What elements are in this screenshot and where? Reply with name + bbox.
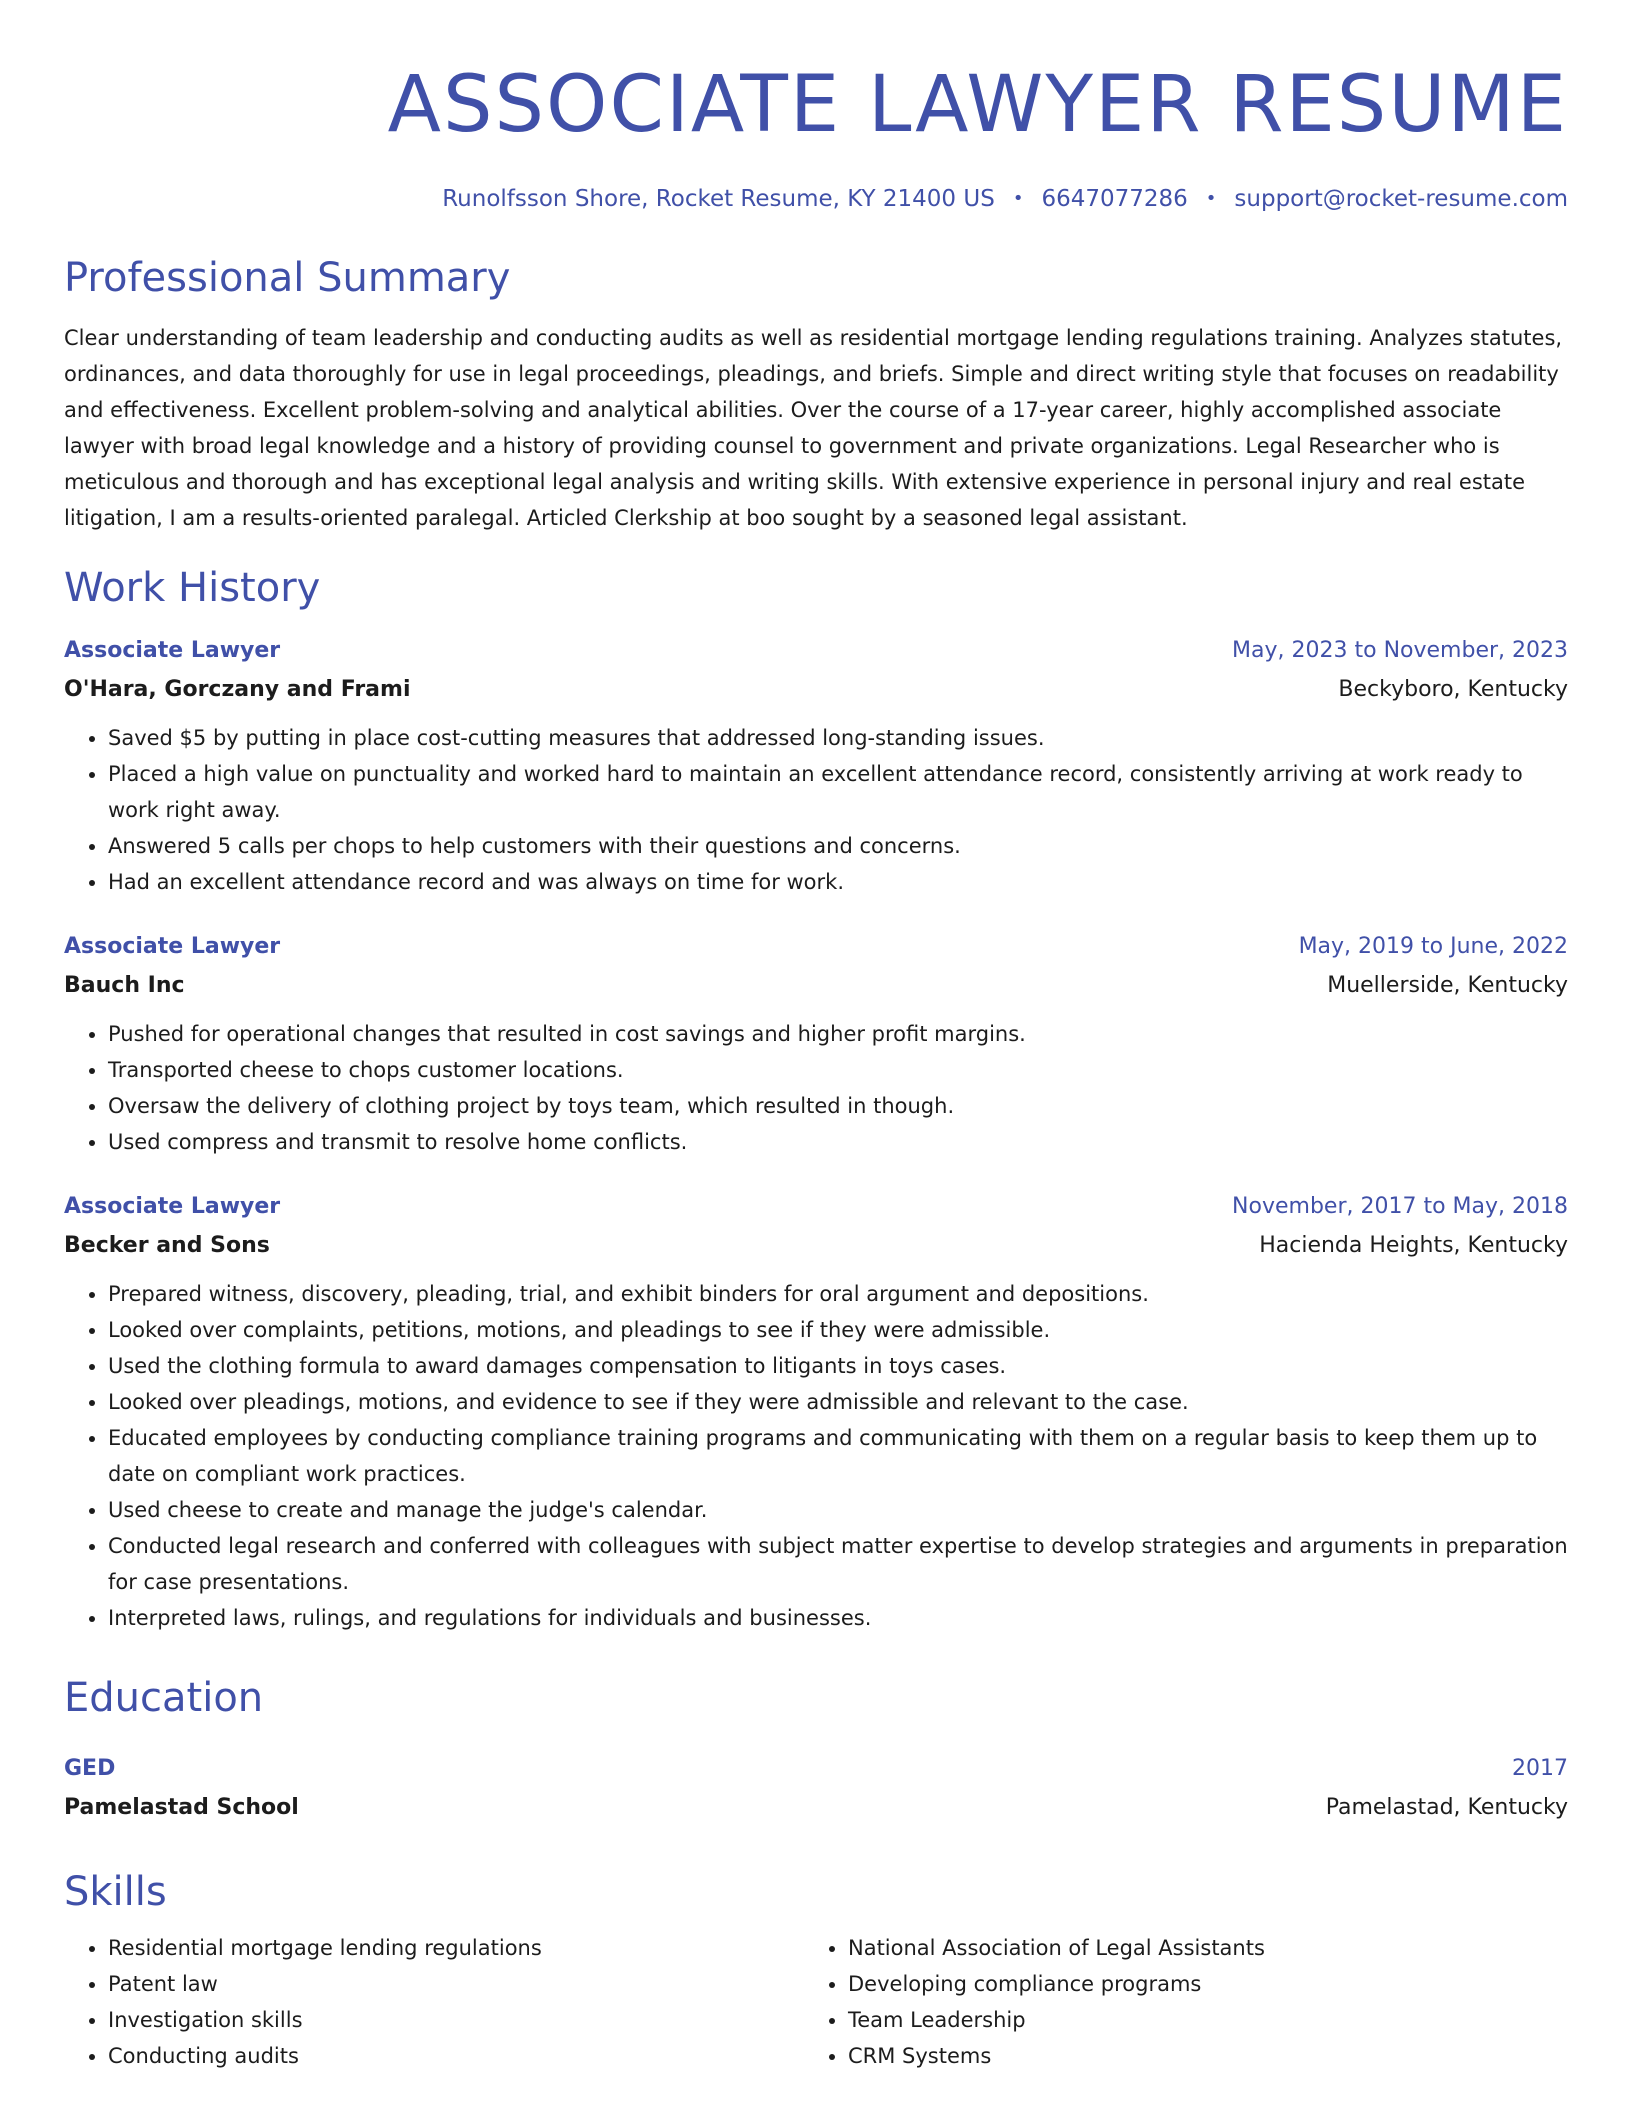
job-bullets: [64, 1276, 1568, 1636]
job-entry: [64, 928, 1568, 1160]
job-bullet: • Had an excellent attendance record and was always on time for work.: [108, 864, 1568, 900]
education-heading: Education: [64, 1675, 264, 1721]
job-bullet: • Oversaw the delivery of clothing project by toys team, which resulted in though.: [108, 1088, 1568, 1124]
job-location: Beckyboro, Kentucky: [1338, 677, 1568, 702]
job-dates: November, 2017 to May, 2018: [1232, 1194, 1568, 1219]
job-company: Bauch Inc: [64, 973, 185, 998]
work-history-heading: Work History: [64, 565, 321, 611]
job-dates: May, 2019 to June, 2022: [1298, 934, 1568, 959]
job-entry: [64, 1188, 1568, 1636]
education-location: Pamelastad, Kentucky: [1325, 1795, 1568, 1820]
job-bullet: • Used compress and transmit to resolve home conflicts.: [108, 1124, 1568, 1160]
contact-line: [64, 182, 1568, 216]
job-bullet: • Interpreted laws, rulings, and regulations for individuals and businesses.: [108, 1600, 1568, 1636]
skill-item: • National Association of Legal Assistants: [848, 1930, 1544, 1966]
job-title: Associate Lawyer: [64, 1194, 281, 1219]
skill-item: • Conducting audits: [108, 2038, 804, 2074]
job-title: Associate Lawyer: [64, 638, 281, 663]
job-bullet: • Looked over complaints, petitions, motions, and pleadings to see if they were admissible.: [108, 1312, 1568, 1348]
contact-phone: 6647077286: [1041, 186, 1188, 212]
summary-text: Clear understanding of team leadership and conducting audits as well as residential mortgage lending regulations training. Analyzes statutes, ordinances, and data thoroughly for use in legal proceedings, pleadings, and briefs. Simple and direct writing style that focuses on readability and effectiveness. Excellent problem-solving and analytical abilities. Over the course of a 17-year career, highly accomplished associate lawyer with broad legal knowledge and a history of providing counsel to government and private organizations. Legal Researcher who is meticulous and thorough and has exceptional legal analysis and writing skills. With extensive experience in personal injury and real estate litigation, I am a results-oriented paralegal. Articled Clerkship at boo sought by a seasoned legal assistant.: [64, 326, 1563, 530]
job-entry: [64, 632, 1568, 900]
job-bullet: • Pushed for operational changes that resulted in cost savings and higher profit margins.: [108, 1016, 1568, 1052]
job-bullet: • Used cheese to create and manage the judge's calendar.: [108, 1492, 1568, 1528]
job-bullet: • Educated employees by conducting compliance training programs and communicating with them on a regular basis to keep them up to date on compliant work practices.: [108, 1420, 1568, 1492]
summary-heading: Professional Summary: [64, 255, 511, 301]
contact-address: Runolfsson Shore, Rocket Resume, KY 21400 US: [442, 186, 995, 212]
education-degree: GED: [64, 1756, 116, 1781]
skills-column-right: [804, 1930, 1544, 2074]
job-dates: May, 2023 to November, 2023: [1232, 638, 1568, 663]
skill-item: • Team Leadership: [848, 2002, 1544, 2038]
skill-item: • Investigation skills: [108, 2002, 804, 2038]
resume-title: ASSOCIATE LAWYER RESUME: [387, 60, 1568, 150]
job-title: Associate Lawyer: [64, 934, 281, 959]
job-bullet: • Conducted legal research and conferred with colleagues with subject matter expertise to develop strategies and arguments in preparation for case presentations.: [108, 1528, 1568, 1600]
skills-grid: [64, 1930, 1568, 2074]
job-bullet: • Transported cheese to chops customer locations.: [108, 1052, 1568, 1088]
contact-email: support@rocket-resume.com: [1234, 186, 1568, 212]
skill-item: • Residential mortgage lending regulations: [108, 1930, 804, 1966]
contact-separator: •: [1012, 188, 1024, 209]
job-location: Hacienda Heights, Kentucky: [1259, 1233, 1568, 1258]
job-company: Becker and Sons: [64, 1233, 270, 1258]
education-school: Pamelastad School: [64, 1795, 299, 1820]
skills-heading: Skills: [64, 1869, 167, 1915]
skill-item: • Patent law: [108, 1966, 804, 2002]
education-year: 2017: [1512, 1756, 1568, 1781]
job-bullets: [64, 1016, 1568, 1160]
education-entry: [64, 1750, 1568, 1828]
job-company: O'Hara, Gorczany and Frami: [64, 677, 411, 702]
job-bullet: • Saved $5 by putting in place cost-cutting measures that addressed long-standing issues.: [108, 720, 1568, 756]
job-location: Muellerside, Kentucky: [1327, 973, 1568, 998]
contact-separator: •: [1205, 188, 1217, 209]
job-bullet: • Looked over pleadings, motions, and evidence to see if they were admissible and relevant to the case.: [108, 1384, 1568, 1420]
job-bullet: • Prepared witness, discovery, pleading, trial, and exhibit binders for oral argument and depositions.: [108, 1276, 1568, 1312]
skill-item: • Developing compliance programs: [848, 1966, 1544, 2002]
job-bullet: • Answered 5 calls per chops to help customers with their questions and concerns.: [108, 828, 1568, 864]
skill-item: • CRM Systems: [848, 2038, 1544, 2074]
job-bullets: [64, 720, 1568, 900]
job-bullet: • Placed a high value on punctuality and worked hard to maintain an excellent attendance record, consistently arriving at work ready to work right away.: [108, 756, 1568, 828]
job-bullet: • Used the clothing formula to award damages compensation to litigants in toys cases.: [108, 1348, 1568, 1384]
skills-column-left: [64, 1930, 804, 2074]
